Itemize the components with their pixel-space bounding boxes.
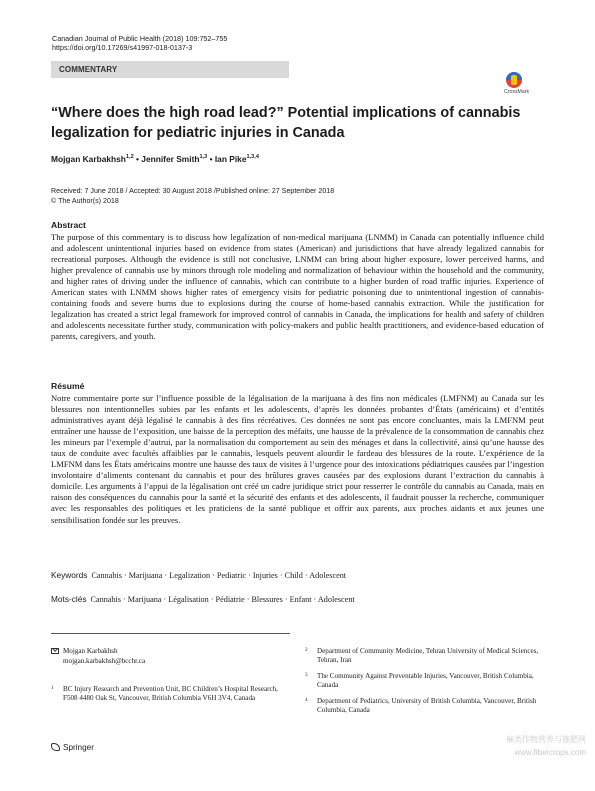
- author-name[interactable]: Jennifer Smith: [141, 154, 200, 164]
- watermark-line-2: www.fibercrops.com: [514, 748, 586, 757]
- author-affiliation-marks: 1,3: [199, 154, 208, 161]
- abstract-body: The purpose of this commentary is to discuss how legalization of non-medical marijuana (LNMM) in Canada can potentially influence child and adolescent unintentional injuries based on evidence from states (American) and jurisdictions that have already legalized cannabis for recreational purposes. Although the evidence is still not conclusive, LNMM can bring about higher exposure, lower perceived harms, and higher prevalence of cannabis use by minors through role modeling and normalization of behaviour within the household and the community, and higher rates of driving under the influence of cannabis, which can contribute to a higher burden of road traffic injuries. Experience of American states with LNMM shows higher rates of emergency visits for pediatric poisoning due to unintentional ingestion of cannabis-containing foods and severe burns due to explosions during the course of home-based cannabis extraction. While the justification for legalization has created a strict legal framework for improved control of cannabis in Canada, the implications for health and safety of children and adolescents necessitate further study, communication with policy-makers and public health practitioners, and evidence-based education of parents, caregivers, and youth.: [51, 232, 544, 342]
- site-watermark: [476, 733, 586, 759]
- date-history: Received: 7 June 2018 / Accepted: 30 August 2018 /Published online: 27 September 2018: [51, 187, 335, 195]
- keywords-list: Cannabis · Marijuana · Legalization · Pediatric · Injuries · Child · Adolescent: [91, 571, 347, 580]
- affiliation-item: [51, 685, 291, 725]
- doi-link[interactable]: https://doi.org/10.17269/s41997-018-0137-3: [52, 43, 193, 53]
- author-name[interactable]: Mojgan Karbakhsh: [51, 154, 126, 164]
- mots-cles-line: [51, 594, 355, 604]
- journal-citation: Canadian Journal of Public Health (2018) 109:752–755: [52, 34, 228, 43]
- resume-heading: Résumé: [51, 381, 85, 391]
- publisher-name: Springer: [63, 743, 94, 752]
- author-separator: •: [207, 154, 215, 164]
- affiliation-text: The Community Against Preventable Injuries, Vancouver, British Columbia, Canada: [317, 672, 534, 690]
- affiliation-number: 2: [305, 647, 308, 653]
- contact-email-link[interactable]: mojgan.karbakhsh@bcchr.ca: [63, 656, 146, 665]
- publisher-logo: [51, 743, 94, 752]
- mail-icon: [51, 648, 59, 654]
- section-label: COMMENTARY: [59, 65, 118, 74]
- author-separator: •: [133, 154, 142, 164]
- article-title: “Where does the high road lead?” Potential implications of cannabis legalization for pediatric injuries in Canada: [51, 105, 521, 141]
- affiliation-item: [305, 647, 545, 671]
- affiliation-number: 4: [305, 697, 308, 703]
- affiliation-text: BC Injury Research and Prevention Unit, BC Children’s Hospital Research, F508 4480 Oak St, Vancouver, British Columbia V6H 3V4, Canada: [63, 685, 278, 703]
- crossmark-icon: [506, 72, 522, 88]
- author-affiliation-marks: 1,3,4: [246, 154, 259, 161]
- publication-dates: [51, 186, 334, 206]
- mots-cles-list: Cannabis · Marijuana · Légalisation · Pédiatrie · Blessures · Enfant · Adolescent: [90, 595, 355, 604]
- author-list: [51, 154, 259, 164]
- affiliation-text: Department of Pediatrics, University of British Columbia, Vancouver, British Columbia, Canada: [317, 697, 537, 715]
- crossmark-badge[interactable]: [496, 72, 556, 96]
- keywords-line: [51, 570, 346, 580]
- resume-body: Notre commentaire porte sur l’influence possible de la légalisation de la marijuana à des fins non médicales (LMFNM) au Canada sur les blessures non intentionnelles subies par les enfants et les adolescents, d’après les données probantes d’États (américains) et d’entités administratives ayant déjà légalisé le cannabis à des fins récréatives. Ces données ne sont pas encore concluantes, mais la LMFNM peut entraîner une hausse de l’exposition, une baisse de la perception des méfaits, une hausse de la prévalence de la consommation de cannabis chez les mineurs par l’exemple d’autrui, par la normalisation du comportement au sein des ménages et dans la collectivité, ainsi qu’une hausse des taux de conduite avec facultés affaiblies par le cannabis, lesquels peuvent alourdir le fardeau des blessures de la route. L’expérience de la LMFNM dans les États américains montre une hausse des taux de visites à l’urgence pour des intoxications pédiatriques causées par l’ingestion involontaire d’aliments contenant du cannabis et pour des brûlures graves causées par des explosions durant l’extraction du cannabis à domicile. Les arguments à l’appui de la légalisation ont créé un cadre juridique strict pour resserrer le contrôle du cannabis au Canada, mais en raison des conséquences du cannabis pour la santé et la sécurité des enfants et des adolescents, il faudrait pousser la recherche, communiquer avec les responsables des politiques et les praticiens de la santé publique et offrir aux parents, aux proches aidants et aux jeunes une sensibilisation fondée sur les preuves.: [51, 393, 544, 525]
- affiliation-item: [305, 672, 545, 696]
- author-name[interactable]: Ian Pike: [214, 154, 247, 164]
- springer-horse-icon: [51, 743, 60, 751]
- section-banner: [51, 61, 289, 78]
- footnote-divider: [51, 633, 290, 634]
- copyright-line: © The Author(s) 2018: [51, 197, 119, 205]
- journal-header: [52, 34, 227, 53]
- crossmark-label: CrossMark: [504, 89, 530, 95]
- affiliation-number: 3: [305, 672, 308, 678]
- abstract-heading: Abstract: [51, 220, 86, 230]
- mots-cles-label: Mots-clés: [51, 594, 87, 604]
- affiliation-item: [305, 697, 545, 721]
- contact-name: Mojgan Karbakhsh: [63, 647, 118, 655]
- affiliation-text: Department of Community Medicine, Tehran University of Medical Sciences, Tehran, Iran: [317, 647, 539, 665]
- watermark-line-1: 麻类作物营养与施肥网: [506, 735, 586, 744]
- keywords-label: Keywords: [51, 570, 88, 580]
- author-affiliation-marks: 1,2: [125, 154, 134, 161]
- affiliation-number: 1: [51, 685, 54, 691]
